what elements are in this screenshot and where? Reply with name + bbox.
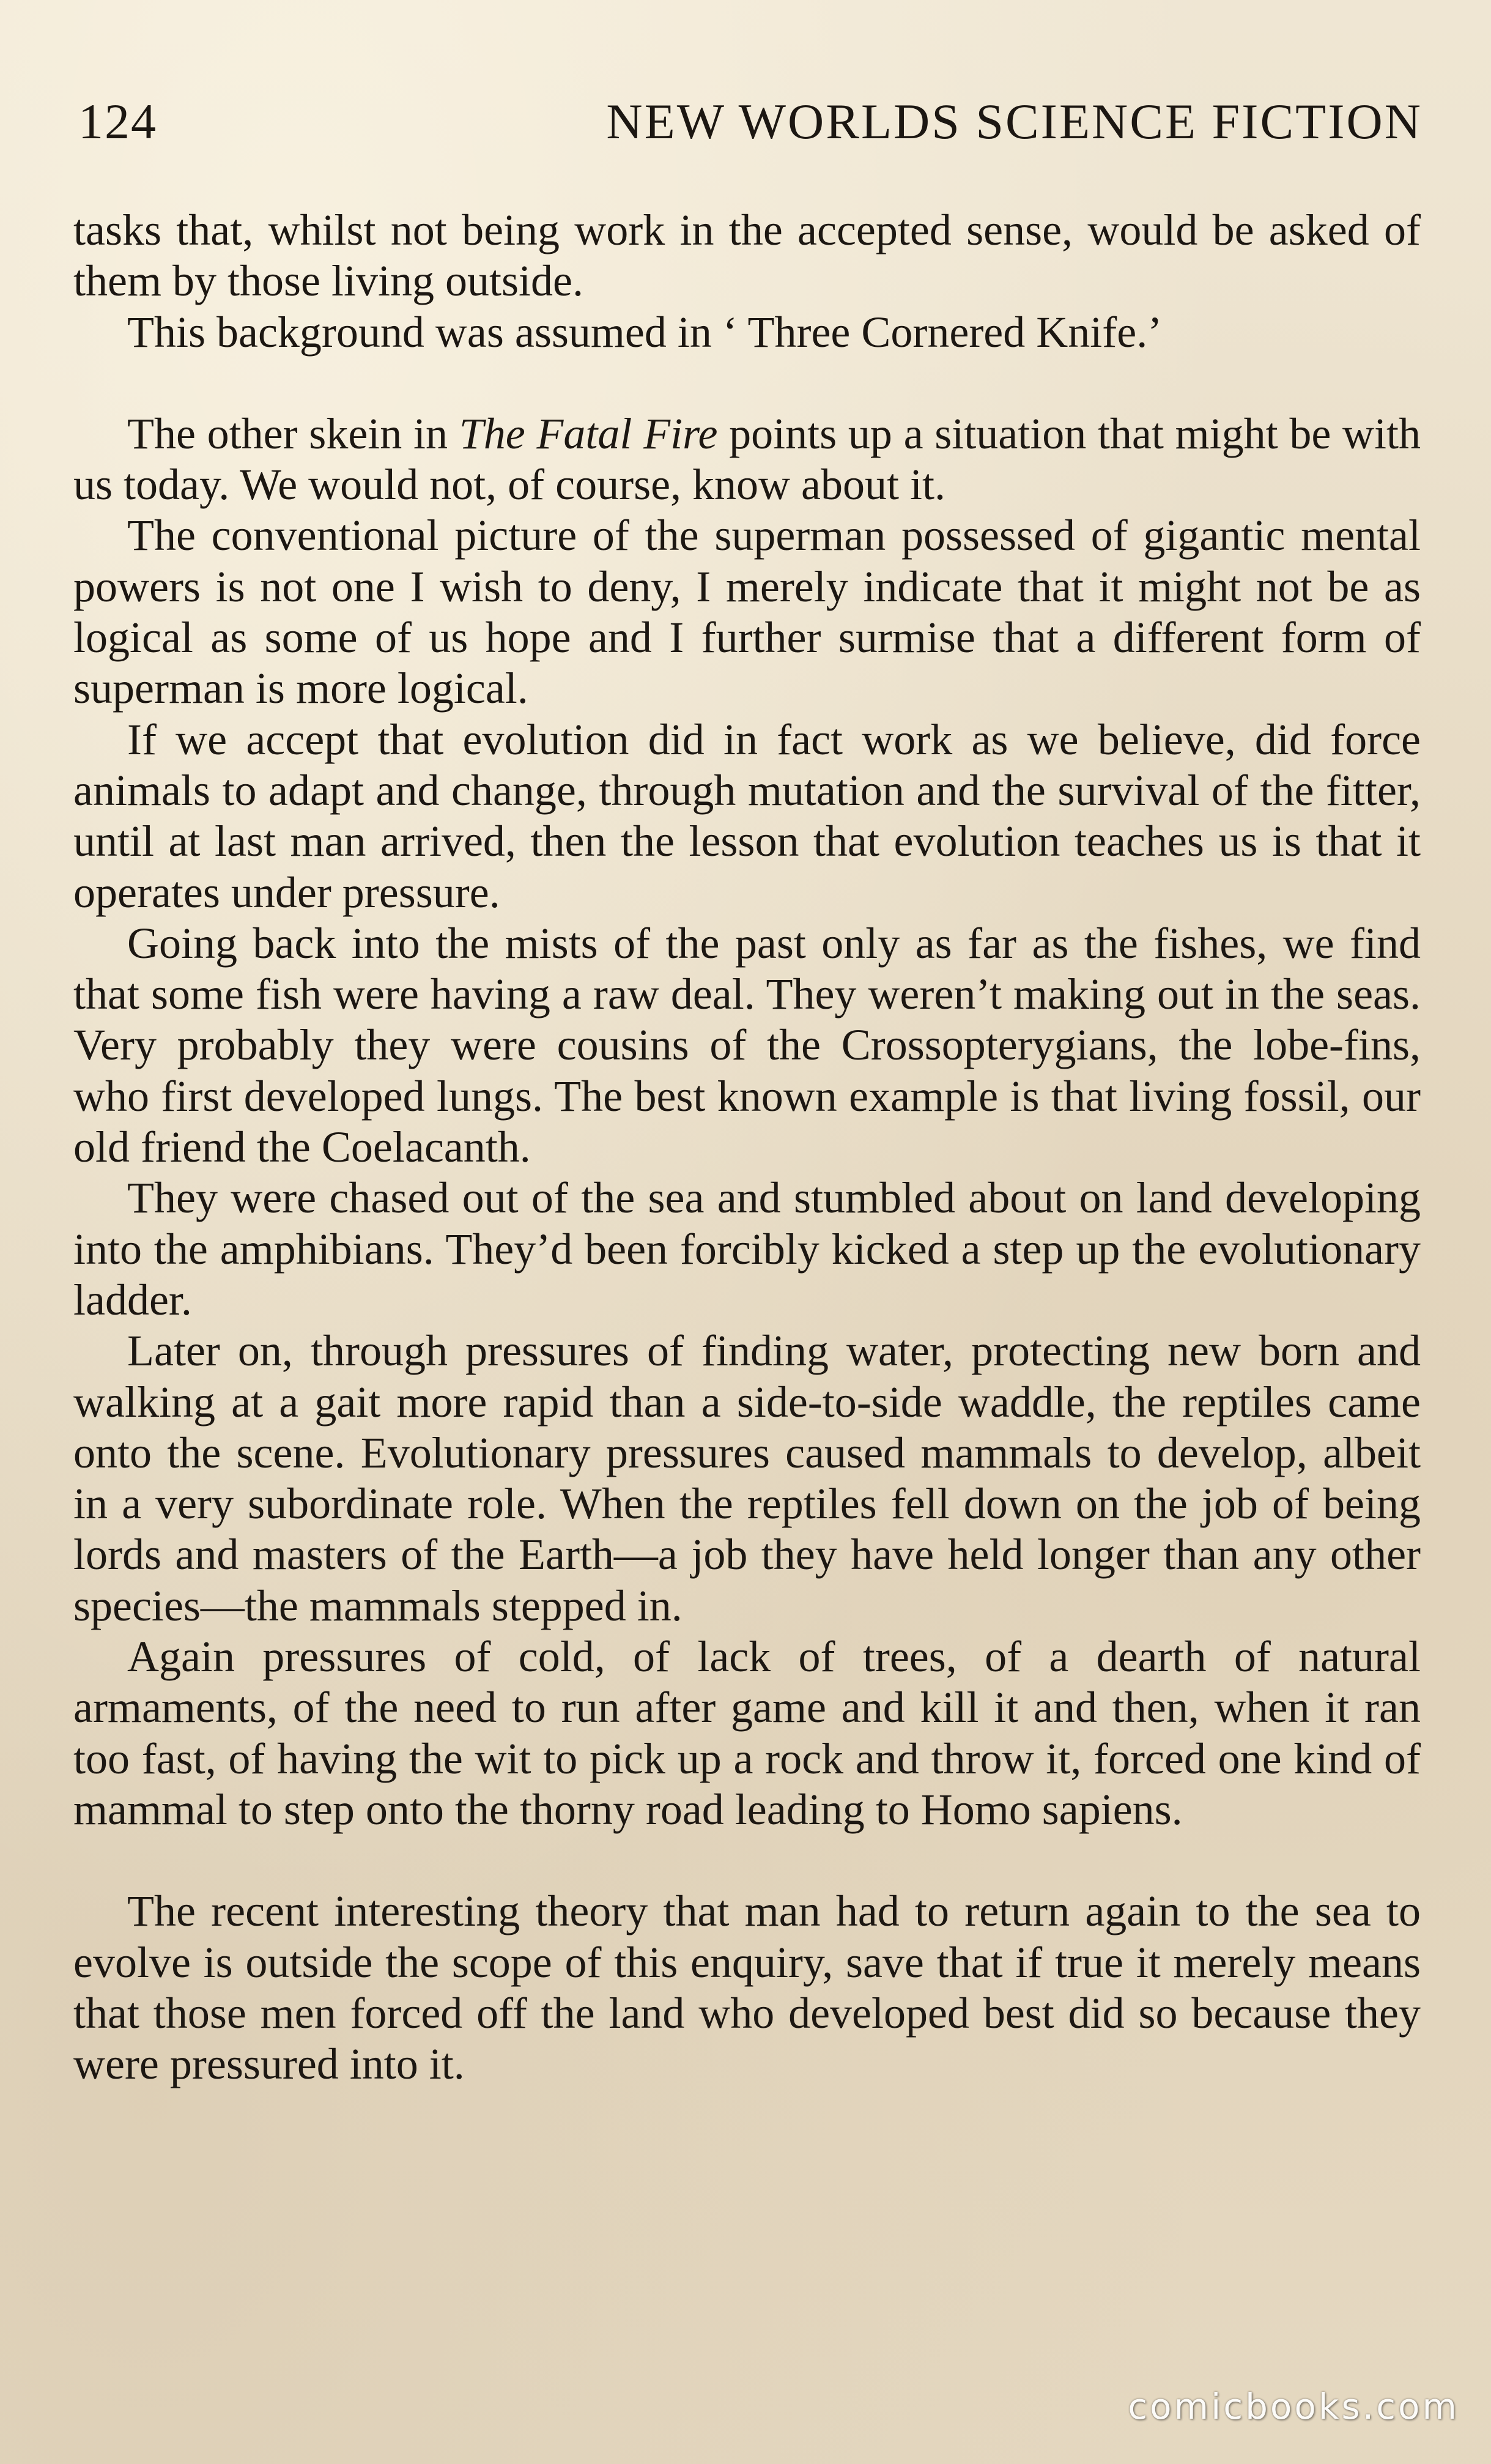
watermark: comicbooks.com xyxy=(1128,2386,1459,2427)
paragraph-3-rest: points up a situation that might be with us today. We would not, of course, know about it. xyxy=(73,409,1421,510)
paragraph-2: This background was assumed in ‘ Three Cornered Knife.’ xyxy=(127,307,1163,357)
body-text xyxy=(73,205,1421,2090)
paragraph-6: Going back into the mists of the past only as far as the fishes, we find that some fish were having a raw deal. They weren’t making out in the seas. Very probably they were cousins of the Crossopterygians, the lobe-fins, who first developed lungs. The best known example is that living fossil, our old friend the Coelacanth. xyxy=(73,918,1421,1172)
page-number: 124 xyxy=(78,94,157,149)
paragraph-4: The conventional picture of the superman possessed of gigantic mental powers is not one I wish to deny, I merely indicate that it might not be as logical as some of us hope and I further surmise that a different form of superman is more logical. xyxy=(73,511,1421,713)
paragraph-3-lead: The other skein in xyxy=(127,409,459,458)
paragraph-10: The recent interesting theory that man had to return again to the sea to evolve is outside the scope of this enquiry, save that if true it merely means that those men forced off the land who developed best did so because they were pressured into it. xyxy=(73,1887,1421,2089)
paragraph-5: If we accept that evolution did in fact work as we believe, did force animals to adapt and change, through mutation and the survival of the fitter, until at last man arrived, then the lesson that evolution teaches us is that it operates under pressure. xyxy=(73,714,1421,917)
paragraph-1: tasks that, whilst not being work in the accepted sense, would be asked of them by those living outside. xyxy=(73,206,1421,306)
page-header xyxy=(78,93,1423,160)
book-title: The Fatal Fire xyxy=(459,409,718,458)
paragraph-3 xyxy=(73,409,1421,511)
paragraph-8: Later on, through pressures of finding water, protecting new born and walking at a gait more rapid than a side-to-side waddle, the reptiles came onto the scene. Evolutionary pressures caused mammals to develop, albeit in a very subordinate role. When the reptiles fell down on the job of being lords and masters of the Earth—a job they have held longer than any other species—the mammals stepped in. xyxy=(73,1326,1421,1630)
paragraph-7: They were chased out of the sea and stumbled about on land developing into the amphibians. They’d been forcibly kicked a step up the evolutionary ladder. xyxy=(73,1173,1421,1324)
paragraph-9: Again pressures of cold, of lack of trees, of a dearth of natural armaments, of the need to run after game and kill it and then, when it ran too fast, of having the wit to pick up a rock and throw it, forced one kind of mammal to step onto the thorny road leading to Homo sapiens. xyxy=(73,1632,1421,1834)
running-head: NEW WORLDS SCIENCE FICTION xyxy=(606,94,1423,149)
